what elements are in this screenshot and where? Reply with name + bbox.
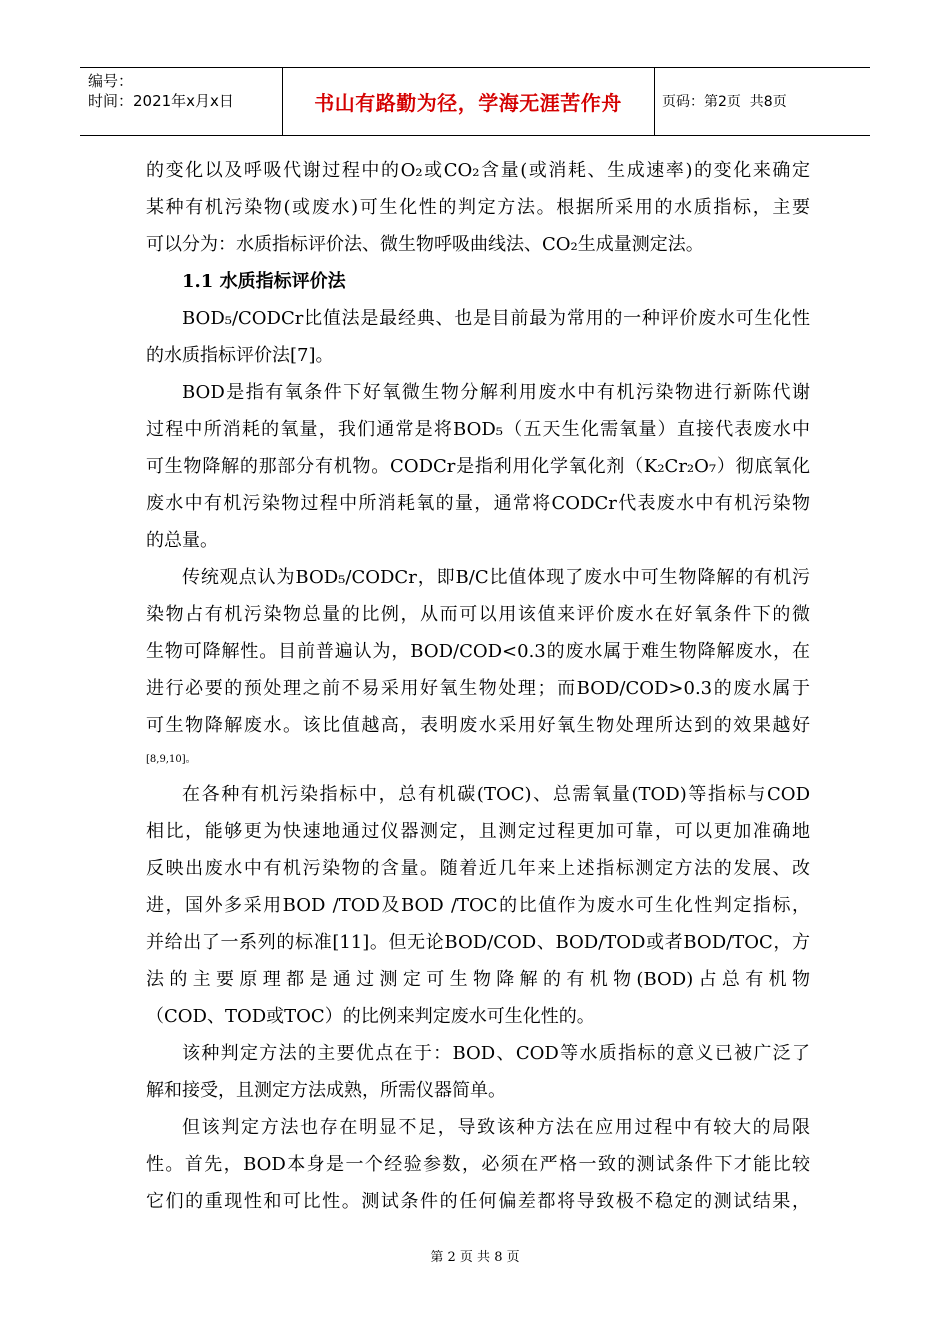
text-line: 生物可降解性。目前普遍认为，BOD/COD<0.3的废水属于难生物降解废水，在 [146,641,810,662]
text-line: 进，国外多采用BOD /TOD及BOD /TOC的比值作为废水可生化性判定指标， [146,895,810,916]
page-footer: 第 2 页 共 8 页 [430,1250,520,1265]
header-motto: 书山有路勤为径，学海无涯苦作舟 [314,90,622,115]
document-body [146,152,810,1220]
text-line: 的变化以及呼吸代谢过程中的O₂或CO₂含量(或消耗、生成速率)的变化来确定 [146,160,810,181]
header-divider-right [654,67,655,135]
text-line: 可生物降解废水。该比值越高，表明废水采用好氧生物处理所达到的效果越好 [146,715,810,736]
text-line: 相比，能够更为快速地通过仪器测定，且测定过程更加可靠，可以更加准确地 [146,821,810,842]
text-line: 反映出废水中有机污染物的含量。随着近几年来上述指标测定方法的发展、改 [146,858,810,879]
text-line: 可以分为：水质指标评价法、微生物呼吸曲线法、CO₂生成量测定法。 [146,234,704,255]
text-line: 它们的重现性和可比性。测试条件的任何偏差都将导致极不稳定的测试结果， [146,1191,810,1212]
text-line: 过程中所消耗的氧量，我们通常是将BOD₅（五天生化需氧量）直接代表废水中 [146,419,810,440]
document-number-label: 编号： [88,72,134,90]
section-heading: 1.1 水质指标评价法 [182,271,346,292]
text-line: 可生物降解的那部分有机物。CODCr是指利用化学氧化剂（K₂Cr₂O₇）彻底氧化 [146,456,810,477]
header-bottom-rule [80,135,870,136]
text-line: BOD₅/CODCr比值法是最经典、也是目前最为常用的一种评价废水可生化性 [182,308,810,329]
text-line: 解和接受，且测定方法成熟，所需仪器简单。 [146,1080,506,1101]
page-info-text: 页码：第2页 共8页 [662,94,787,110]
text-line: 进行必要的预处理之前不易采用好氧生物处理；而BOD/COD>0.3的废水属于 [146,678,810,699]
text-line: 并给出了一系列的标准[11]。但无论BOD/COD、BOD/TOD或者BOD/TOC，方 [146,932,810,953]
header-meta [88,71,234,111]
text-line: 法的主要原理都是通过测定可生物降解的有机物(BOD)占总有机物 [146,969,810,990]
text-line: BOD是指有氧条件下好氧微生物分解利用废水中有机污染物进行新陈代谢 [182,382,810,403]
text-line: 传统观点认为BOD₅/CODCr，即B/C比值体现了废水中可生物降解的有机污 [182,567,810,588]
text-line: 某种有机污染物(或废水)可生化性的判定方法。根据所采用的水质指标，主要 [146,197,810,218]
text-line: 性。首先，BOD本身是一个经验参数，必须在严格一致的测试条件下才能比较 [146,1154,810,1175]
text-line: 染物占有机污染物总量的比例，从而可以用该值来评价废水在好氧条件下的微 [146,604,810,625]
text-line: 在各种有机污染指标中，总有机碳(TOC)、总需氧量(TOD)等指标与COD [182,784,810,805]
text-line: 的水质指标评价法[7]。 [146,345,334,366]
text-line: 该种判定方法的主要优点在于：BOD、COD等水质指标的意义已被广泛了 [182,1043,810,1064]
document-date: 时间：2021年x月x日 [88,92,234,110]
text-line: （COD、TOD或TOC）的比例来判定废水可生化性的。 [146,1006,595,1027]
text-line: 废水中有机污染物过程中所消耗氧的量，通常将CODCr代表废水中有机污染物 [146,493,810,514]
header-page-info [662,67,787,135]
citation-line: [8,9,10]。 [146,754,196,765]
text-line: 但该判定方法也存在明显不足，导致该种方法在应用过程中有较大的局限 [182,1117,810,1138]
text-line: 的总量。 [146,530,218,551]
